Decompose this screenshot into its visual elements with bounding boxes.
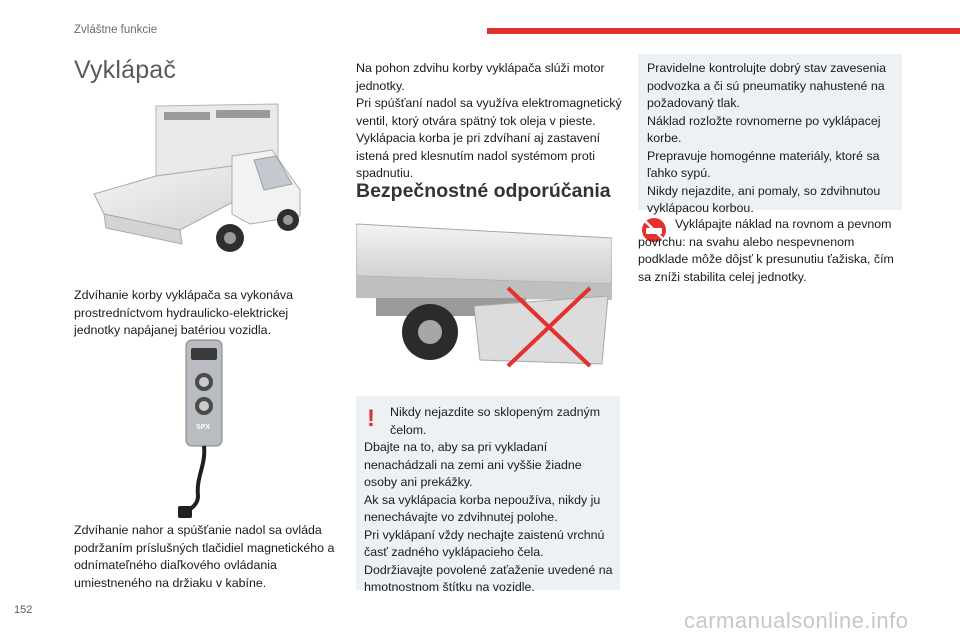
- tailgate-warning-illustration: [356, 214, 612, 386]
- watermark-text: carmanualsonline.info: [684, 608, 909, 633]
- maintenance-paragraph: Pravidelne kontrolujte dobrý stav zavesenia podvozka a či sú pneumatiky nahustené na požadovaný tlak. Náklad rozložte rovnomerne po vyklápacej korbe. Prepravuje homogénne materiály, ktoré sa ľahko sypú. Nikdy nejazdite, ani pomaly, so zdvihnutou vyklápacou korbou.: [647, 61, 886, 215]
- remote-paragraph: Zdvíhanie nahor a spúšťanie nadol sa ovláda podržaním príslušných tlačidiel magnetického a odnímateľného diaľkového ovládania umiestneného na držiaku v kabíne.: [74, 523, 335, 590]
- level-surface-block: [638, 216, 900, 286]
- header-section-label: Zvláštne funkcie: [74, 24, 158, 36]
- intro-paragraph: Zdvíhanie korby vyklápača sa vykonáva prostredníctvom hydraulicko-elektrickej jednotky napájanej batériou vozidla.: [74, 288, 294, 337]
- tipper-truck-illustration: [90, 94, 310, 264]
- warning-paragraph: Dbajte na to, aby sa pri vykladaní nenachádzali na zemi ani vyššie žiadne osoby ani prekážky. Ak sa vyklápacia korba nepoužíva, nikdy ju nenechávajte vo zdvihnutej polohe. Pri vyklápaní vždy nechajte zaistenú vrchnú časť zadného vyklápacieho čela. Dodržiavajte povolené zaťaženie uvedené na hmotnostnom štítku na vozidle.: [364, 440, 613, 594]
- header-accent-bar: [487, 28, 960, 34]
- warning-box: [356, 396, 620, 594]
- level-surface-paragraph: Vyklápajte náklad na rovnom a pevnom povrchu: na svahu alebo nespevnenom podklade môže dôjsť k presunutiu ťažiska, čím sa zníži stabilita celej jednotky.: [638, 217, 894, 284]
- motor-paragraph: Na pohon zdvihu korby vyklápača slúži motor jednotky. Pri spúšťaní nadol sa využíva elektromagnetický ventil, ktorý otvára spätný tok oleja v pieste. Vyklápacia korba je pri zdvíhaní aj zastavení istená pred klesnutím nadol systémom proti spadnutiu.: [356, 61, 622, 180]
- remote-label: SPX: [196, 424, 211, 431]
- safety-heading: Bezpečnostné odporúčania: [356, 180, 611, 202]
- maintenance-box: [638, 54, 902, 215]
- page-title: Vyklápač: [74, 56, 177, 84]
- warning-first-line: Nikdy nejazdite so sklopeným zadným čelom.: [390, 405, 601, 437]
- page-number: 152: [14, 604, 33, 616]
- warning-icon: !: [367, 405, 375, 432]
